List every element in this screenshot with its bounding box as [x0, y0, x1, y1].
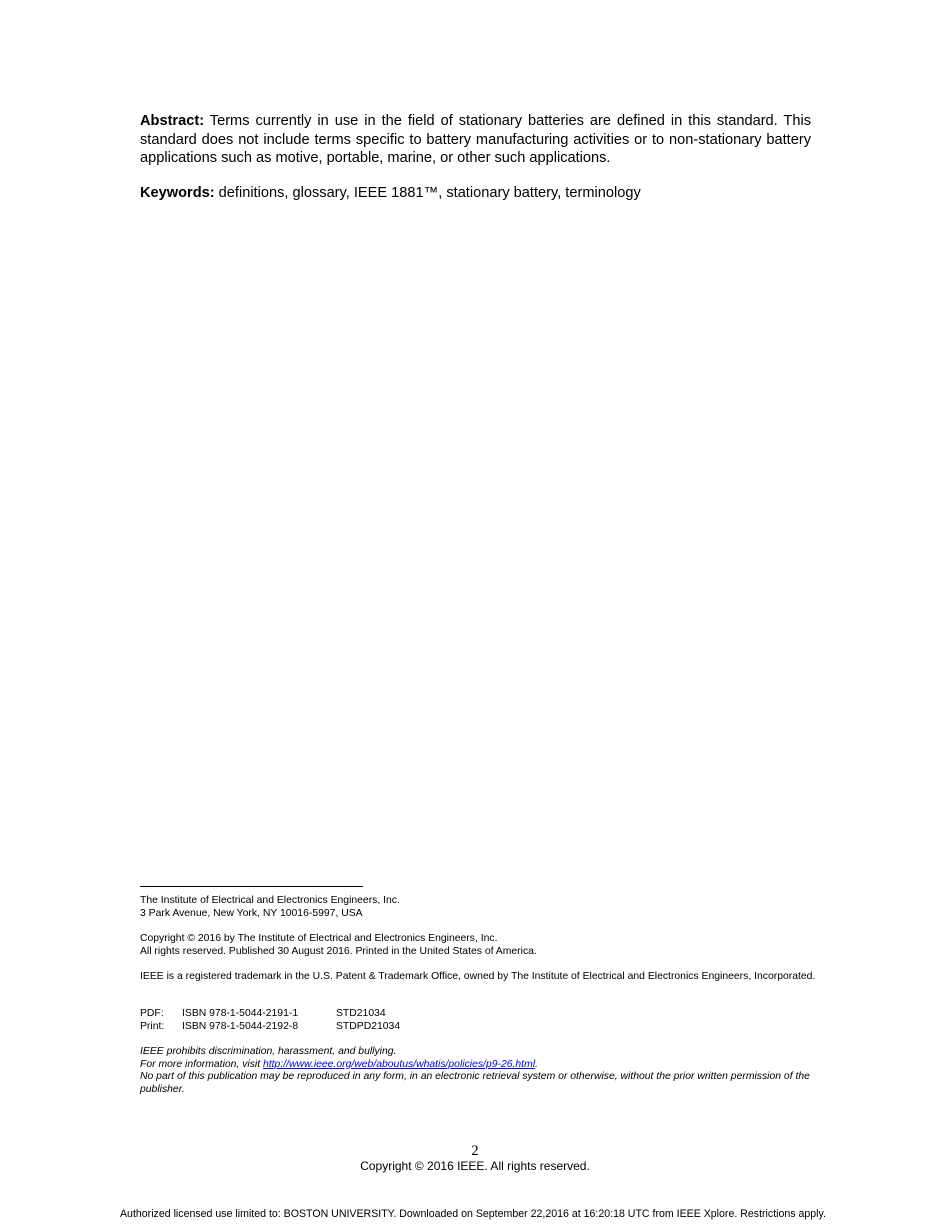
keywords-label: Keywords: — [140, 185, 215, 201]
isbn-row-pdf — [140, 1008, 820, 1021]
isbn-format: Print: — [140, 1020, 165, 1032]
publisher-block — [140, 895, 820, 920]
publisher-address: 3 Park Avenue, New York, NY 10016-5997, USA — [140, 907, 363, 919]
page-number: 2 — [471, 1143, 479, 1159]
policy-block — [140, 1046, 820, 1096]
license-notice: Authorized licensed use limited to: BOSTON UNIVERSITY. Downloaded on September 22,2016 at 16:20:18 UTC from IEEE Xplore. Restrictions apply. — [119, 1208, 826, 1220]
abstract-text: Terms currently in use in the field of stationary batteries are defined in this standard. This standard does not include terms specific to battery manufacturing activities or to non-stationary battery applications such as motive, portable, marine, or other such applications. — [140, 113, 811, 166]
page-copyright: Copyright © 2016 IEEE. All rights reserved. — [360, 1159, 590, 1173]
isbn-format: PDF: — [140, 1008, 164, 1019]
abstract-paragraph — [140, 112, 811, 168]
abstract-label: Abstract: — [140, 113, 205, 129]
footnote-divider — [140, 886, 363, 887]
more-info-line — [140, 1059, 820, 1072]
copyright-line-2: All rights reserved. Published 30 August 2016. Printed in the United States of America. — [140, 945, 537, 957]
isbn-block — [140, 1008, 820, 1033]
more-info-suffix: . — [535, 1058, 538, 1070]
keywords-paragraph — [140, 184, 820, 203]
isbn-number: ISBN 978-1-5044-2191-1 — [182, 1008, 299, 1019]
policy-line: IEEE prohibits discrimination, harassment, and bullying. — [140, 1046, 397, 1057]
isbn-row-print — [140, 1021, 820, 1034]
isbn-number: ISBN 978-1-5044-2192-8 — [182, 1020, 299, 1032]
reproduction-notice: No part of this publication may be reproduced in any form, in an electronic retrieval system or otherwise, without the prior written permission of the publisher. — [140, 1071, 810, 1095]
policy-link[interactable]: http://www.ieee.org/web/aboutus/whatis/policies/p9-26.html — [263, 1058, 536, 1070]
trademark-text: IEEE is a registered trademark in the U.S. Patent & Trademark Office, owned by The Institute of Electrical and Electronics Engineers, Incorporated. — [140, 971, 816, 982]
isbn-code: STD21034 — [336, 1008, 386, 1019]
isbn-code: STDPD21034 — [336, 1020, 401, 1032]
more-info-prefix: For more information, visit — [140, 1058, 263, 1070]
keywords-text: definitions, glossary, IEEE 1881™, stationary battery, terminology — [218, 185, 641, 201]
publisher-name: The Institute of Electrical and Electronics Engineers, Inc. — [140, 895, 400, 906]
copyright-block — [140, 933, 820, 958]
copyright-line-1: Copyright © 2016 by The Institute of Electrical and Electronics Engineers, Inc. — [140, 933, 498, 944]
trademark-block — [140, 971, 820, 984]
